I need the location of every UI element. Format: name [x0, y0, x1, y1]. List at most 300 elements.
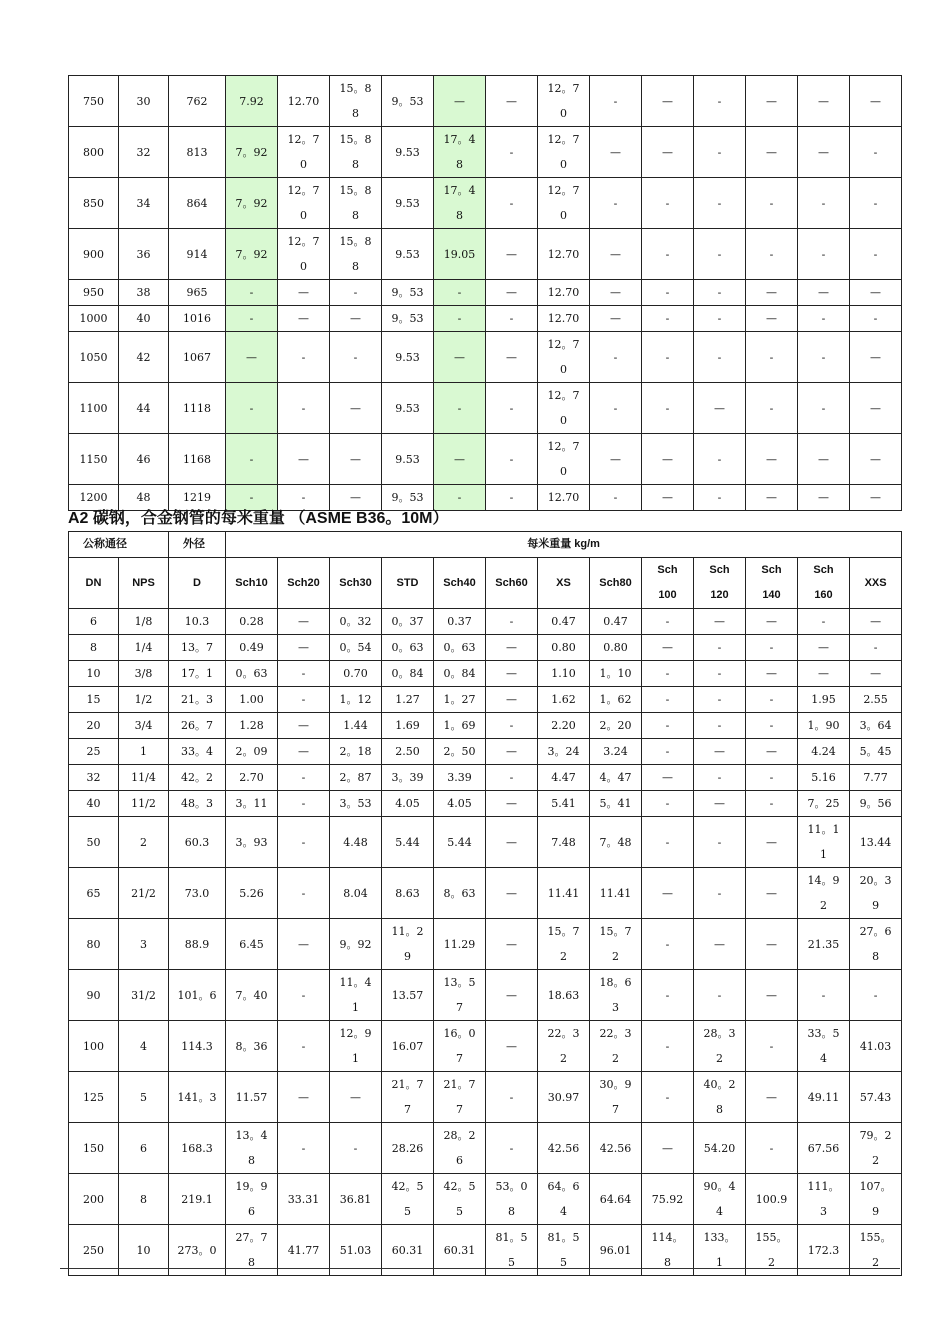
table-cell: —: [642, 635, 694, 661]
table-cell: 1200: [69, 485, 119, 511]
table-cell: -: [486, 434, 538, 485]
table-cell: 60.31: [434, 1225, 486, 1276]
weight-per-meter-header: 每米重量 kg/m: [226, 532, 902, 558]
table-cell: -: [746, 635, 798, 661]
table-cell: -: [798, 178, 850, 229]
table-cell: -: [850, 635, 902, 661]
table-cell: 75.92: [642, 1174, 694, 1225]
table-cell: -: [694, 127, 746, 178]
table-cell: -: [486, 713, 538, 739]
table-cell: 10: [69, 661, 119, 687]
table-cell: 79。2 2: [850, 1123, 902, 1174]
table-cell: —: [486, 817, 538, 868]
table-cell: —: [486, 635, 538, 661]
table-cell: -: [486, 178, 538, 229]
table-cell: 10.3: [169, 609, 226, 635]
table-cell: 1219: [169, 485, 226, 511]
table-cell: 7。92: [226, 178, 278, 229]
table-cell: -: [590, 485, 642, 511]
section-title: A2 碳钢，合金钢管的每米重量 （ASME B36。10M）: [68, 510, 449, 527]
table-cell: 20: [69, 713, 119, 739]
table-cell: 1。12: [330, 687, 382, 713]
table-cell: 3。93: [226, 817, 278, 868]
table-row: [69, 919, 902, 970]
table-cell: —: [746, 661, 798, 687]
table-cell: 850: [69, 178, 119, 229]
table-row: [69, 687, 902, 713]
table-row: [69, 713, 902, 739]
column-header: Sch40: [434, 558, 486, 609]
table-cell: —: [486, 661, 538, 687]
table-cell: 4。47: [590, 765, 642, 791]
table-cell: —: [330, 306, 382, 332]
table-cell: 7。48: [590, 817, 642, 868]
table-cell: -: [746, 713, 798, 739]
table-cell: -: [642, 280, 694, 306]
table-cell: -: [798, 970, 850, 1021]
table-cell: —: [850, 383, 902, 434]
table-cell: 25: [69, 739, 119, 765]
table-cell: —: [798, 661, 850, 687]
table-cell: -: [642, 687, 694, 713]
table-cell: —: [850, 434, 902, 485]
table-cell: 57.43: [850, 1072, 902, 1123]
table-cell: 12。7 0: [538, 178, 590, 229]
table-cell: 0。63: [382, 635, 434, 661]
table-cell: 15。8 8: [330, 76, 382, 127]
table-cell: —: [746, 919, 798, 970]
table-cell: 864: [169, 178, 226, 229]
table-cell: —: [642, 868, 694, 919]
table-cell: 48: [119, 485, 169, 511]
table-cell: -: [486, 1072, 538, 1123]
table-cell: -: [746, 1123, 798, 1174]
table-cell: 30: [119, 76, 169, 127]
outer-diameter-header: 外径: [169, 532, 226, 558]
table-cell: 168.3: [169, 1123, 226, 1174]
table-cell: -: [278, 817, 330, 868]
table-cell: -: [746, 791, 798, 817]
table-cell: 38: [119, 280, 169, 306]
table-cell: -: [590, 76, 642, 127]
table-cell: 11/4: [119, 765, 169, 791]
table-cell: 125: [69, 1072, 119, 1123]
table-cell: 7.77: [850, 765, 902, 791]
table-cell: 7。92: [226, 127, 278, 178]
table-cell: 40。2 8: [694, 1072, 746, 1123]
table-cell: -: [486, 609, 538, 635]
table-cell: —: [642, 765, 694, 791]
table-cell: -: [642, 332, 694, 383]
table-cell: —: [278, 609, 330, 635]
table-cell: 12。7 0: [538, 434, 590, 485]
table-cell: —: [798, 434, 850, 485]
table-cell: 4: [119, 1021, 169, 1072]
table-cell: -: [278, 1123, 330, 1174]
table-row: [69, 791, 902, 817]
table-cell: —: [486, 332, 538, 383]
table-cell: —: [850, 76, 902, 127]
table-cell: —: [486, 1021, 538, 1072]
table-cell: -: [226, 434, 278, 485]
table-cell: 4.48: [330, 817, 382, 868]
table-cell: —: [330, 485, 382, 511]
table-cell: 16。0 7: [434, 1021, 486, 1072]
table-cell: -: [642, 229, 694, 280]
table-cell: -: [694, 76, 746, 127]
table-cell: 12。7 0: [278, 229, 330, 280]
table-cell: -: [798, 383, 850, 434]
table-cell: -: [486, 1123, 538, 1174]
table-cell: 5: [119, 1072, 169, 1123]
table-row: [69, 76, 902, 127]
table-a1-body: [69, 76, 902, 511]
column-header: Sch60: [486, 558, 538, 609]
table-row: [69, 280, 902, 306]
table-cell: -: [694, 635, 746, 661]
table-cell: —: [590, 434, 642, 485]
table-cell: 15。8 8: [330, 127, 382, 178]
table-cell: 200: [69, 1174, 119, 1225]
table-cell: 11.57: [226, 1072, 278, 1123]
table-cell: 1。90: [798, 713, 850, 739]
table-cell: 1。69: [434, 713, 486, 739]
table-row: [69, 434, 902, 485]
table-cell: 9.53: [382, 332, 434, 383]
table-cell: 1.10: [538, 661, 590, 687]
table-cell: 11。4 1: [330, 970, 382, 1021]
table-cell: 0.80: [590, 635, 642, 661]
table-cell: 21。7 7: [382, 1072, 434, 1123]
table-cell: 4.05: [382, 791, 434, 817]
table-cell: —: [694, 383, 746, 434]
table-cell: -: [330, 280, 382, 306]
table-cell: 750: [69, 76, 119, 127]
table-cell: 15。8 8: [330, 229, 382, 280]
table-row: [69, 661, 902, 687]
table-cell: 27。7 8: [226, 1225, 278, 1276]
table-cell: 3。39: [382, 765, 434, 791]
table-cell: -: [590, 332, 642, 383]
table-cell: 3/4: [119, 713, 169, 739]
table-cell: 0。54: [330, 635, 382, 661]
table-cell: 81。5 5: [486, 1225, 538, 1276]
table-cell: —: [642, 127, 694, 178]
table-cell: 150: [69, 1123, 119, 1174]
table-cell: —: [434, 76, 486, 127]
table-cell: 13。7: [169, 635, 226, 661]
table-cell: -: [278, 687, 330, 713]
table-cell: 1/4: [119, 635, 169, 661]
table-cell: 0。84: [382, 661, 434, 687]
table-cell: —: [694, 609, 746, 635]
table-cell: 18.63: [538, 970, 590, 1021]
table-row: [69, 332, 902, 383]
table-cell: 1000: [69, 306, 119, 332]
table-cell: 8.63: [382, 868, 434, 919]
table-row: [69, 127, 902, 178]
table-cell: 965: [169, 280, 226, 306]
table-cell: 9.53: [382, 127, 434, 178]
table-cell: 1。62: [590, 687, 642, 713]
table-cell: —: [850, 280, 902, 306]
table-cell: 9.53: [382, 383, 434, 434]
table-cell: -: [642, 791, 694, 817]
table-cell: 2。09: [226, 739, 278, 765]
table-cell: 64。6 4: [538, 1174, 590, 1225]
table-cell: -: [642, 178, 694, 229]
table-cell: —: [278, 713, 330, 739]
table-cell: 9。92: [330, 919, 382, 970]
table-row: [69, 1072, 902, 1123]
table-cell: -: [330, 1123, 382, 1174]
table-cell: —: [746, 868, 798, 919]
table-cell: -: [642, 919, 694, 970]
table-a2-body: [69, 609, 902, 1276]
table-cell: 1168: [169, 434, 226, 485]
nominal-diameter-header: 公称通径: [69, 532, 169, 558]
table-cell: 33。4: [169, 739, 226, 765]
table-cell: 3。11: [226, 791, 278, 817]
table-cell: -: [694, 661, 746, 687]
table-cell: 21.35: [798, 919, 850, 970]
table-cell: —: [642, 1123, 694, 1174]
table-cell: -: [278, 661, 330, 687]
table-cell: -: [798, 332, 850, 383]
table-cell: 8。36: [226, 1021, 278, 1072]
table-cell: -: [330, 332, 382, 383]
table-cell: -: [642, 661, 694, 687]
table-cell: -: [642, 609, 694, 635]
table-cell: 155。 2: [746, 1225, 798, 1276]
table-cell: —: [746, 434, 798, 485]
table-cell: -: [850, 306, 902, 332]
table-cell: —: [278, 1072, 330, 1123]
table-cell: 6: [119, 1123, 169, 1174]
table-cell: 13.57: [382, 970, 434, 1021]
table-cell: 1。27: [434, 687, 486, 713]
table-cell: 1: [119, 739, 169, 765]
table-cell: 0.80: [538, 635, 590, 661]
table-cell: 3。53: [330, 791, 382, 817]
table-cell: -: [278, 765, 330, 791]
table-cell: -: [798, 229, 850, 280]
table-cell: 101。6: [169, 970, 226, 1021]
table-cell: -: [694, 178, 746, 229]
table-cell: 12。7 0: [538, 76, 590, 127]
table-cell: 60.3: [169, 817, 226, 868]
table-cell: 22。3 2: [590, 1021, 642, 1072]
table-cell: -: [642, 817, 694, 868]
table-cell: -: [746, 1021, 798, 1072]
table-cell: -: [694, 229, 746, 280]
table-cell: —: [850, 609, 902, 635]
table-cell: —: [486, 868, 538, 919]
table-cell: 28.26: [382, 1123, 434, 1174]
table-a1-continuation: [68, 75, 902, 511]
table-cell: 3.24: [590, 739, 642, 765]
table-cell: 11/2: [119, 791, 169, 817]
table-cell: 13.44: [850, 817, 902, 868]
table-cell: 44: [119, 383, 169, 434]
column-header: Sch80: [590, 558, 642, 609]
table-cell: —: [746, 127, 798, 178]
table-cell: 3/8: [119, 661, 169, 687]
header-row-columns: [69, 558, 902, 609]
table-cell: -: [746, 765, 798, 791]
table-row: [69, 1123, 902, 1174]
table-cell: -: [850, 178, 902, 229]
table-cell: 81。5 5: [538, 1225, 590, 1276]
table-cell: 1。10: [590, 661, 642, 687]
table-cell: -: [694, 765, 746, 791]
table-cell: -: [590, 383, 642, 434]
table-cell: 20。3 9: [850, 868, 902, 919]
table-cell: 1/8: [119, 609, 169, 635]
table-cell: -: [798, 609, 850, 635]
table-cell: 28。2 6: [434, 1123, 486, 1174]
table-cell: 800: [69, 127, 119, 178]
table-cell: 40: [69, 791, 119, 817]
table-cell: 5。41: [590, 791, 642, 817]
table-cell: 114。 8: [642, 1225, 694, 1276]
table-cell: 21/2: [119, 868, 169, 919]
table-cell: 14。9 2: [798, 868, 850, 919]
table-cell: 11.29: [434, 919, 486, 970]
table-cell: 64.64: [590, 1174, 642, 1225]
table-cell: 36.81: [330, 1174, 382, 1225]
table-cell: 32: [119, 127, 169, 178]
table-cell: 0.47: [538, 609, 590, 635]
column-header: XXS: [850, 558, 902, 609]
table-cell: -: [278, 791, 330, 817]
table-cell: -: [694, 687, 746, 713]
table-cell: -: [278, 332, 330, 383]
table-cell: 111。 3: [798, 1174, 850, 1225]
table-cell: —: [746, 306, 798, 332]
table-cell: 0。84: [434, 661, 486, 687]
table-cell: 42: [119, 332, 169, 383]
table-cell: -: [486, 306, 538, 332]
table-cell: 5.41: [538, 791, 590, 817]
table-cell: 46: [119, 434, 169, 485]
table-cell: —: [590, 127, 642, 178]
table-cell: 90: [69, 970, 119, 1021]
table-cell: —: [278, 434, 330, 485]
table-cell: -: [278, 970, 330, 1021]
table-cell: 19。9 6: [226, 1174, 278, 1225]
table-cell: 7。40: [226, 970, 278, 1021]
table-cell: —: [746, 739, 798, 765]
table-cell: —: [278, 635, 330, 661]
table-cell: 107。 9: [850, 1174, 902, 1225]
table-cell: —: [590, 229, 642, 280]
table-cell: 9.53: [382, 434, 434, 485]
table-cell: -: [694, 434, 746, 485]
table-cell: —: [330, 1072, 382, 1123]
table-cell: 7.48: [538, 817, 590, 868]
table-cell: 41.77: [278, 1225, 330, 1276]
table-cell: —: [694, 919, 746, 970]
table-cell: 9。56: [850, 791, 902, 817]
table-cell: 5.16: [798, 765, 850, 791]
table-cell: 0。32: [330, 609, 382, 635]
table-cell: -: [278, 485, 330, 511]
table-cell: 34: [119, 178, 169, 229]
table-row: [69, 1174, 902, 1225]
table-cell: -: [694, 970, 746, 1021]
table-cell: —: [850, 661, 902, 687]
table-cell: -: [226, 280, 278, 306]
table-cell: —: [486, 229, 538, 280]
table-cell: 26。7: [169, 713, 226, 739]
table-cell: 42.56: [538, 1123, 590, 1174]
column-header: Sch10: [226, 558, 278, 609]
table-cell: -: [694, 485, 746, 511]
table-cell: 15。7 2: [538, 919, 590, 970]
table-cell: 950: [69, 280, 119, 306]
table-cell: —: [278, 919, 330, 970]
table-cell: 2。20: [590, 713, 642, 739]
table-cell: —: [226, 332, 278, 383]
table-cell: —: [746, 76, 798, 127]
table-cell: 0.28: [226, 609, 278, 635]
table-cell: 141。3: [169, 1072, 226, 1123]
table-cell: 0。63: [226, 661, 278, 687]
table-cell: —: [746, 485, 798, 511]
table-cell: 1067: [169, 332, 226, 383]
table-cell: —: [798, 280, 850, 306]
table-cell: —: [798, 485, 850, 511]
table-cell: 1150: [69, 434, 119, 485]
table-cell: 80: [69, 919, 119, 970]
table-cell: 2。50: [434, 739, 486, 765]
column-header: STD: [382, 558, 434, 609]
table-cell: 100.9: [746, 1174, 798, 1225]
table-cell: —: [850, 332, 902, 383]
table-cell: -: [746, 383, 798, 434]
table-cell: -: [694, 306, 746, 332]
table-cell: 1.69: [382, 713, 434, 739]
table-cell: 9.53: [382, 178, 434, 229]
table-cell: 1016: [169, 306, 226, 332]
table-cell: -: [694, 868, 746, 919]
table-cell: 1.00: [226, 687, 278, 713]
column-header: D: [169, 558, 226, 609]
table-cell: —: [486, 280, 538, 306]
table-cell: 15: [69, 687, 119, 713]
table-cell: 155。 2: [850, 1225, 902, 1276]
table-cell: —: [486, 739, 538, 765]
table-cell: —: [486, 970, 538, 1021]
table-cell: 0。37: [382, 609, 434, 635]
table-cell: -: [642, 1021, 694, 1072]
table-cell: —: [746, 609, 798, 635]
table-cell: 0.49: [226, 635, 278, 661]
table-cell: 12.70: [538, 485, 590, 511]
table-cell: 1118: [169, 383, 226, 434]
table-cell: -: [642, 713, 694, 739]
table-cell: 17。1: [169, 661, 226, 687]
table-cell: 67.56: [798, 1123, 850, 1174]
table-cell: 42。5 5: [434, 1174, 486, 1225]
table-cell: —: [798, 635, 850, 661]
table-cell: -: [694, 280, 746, 306]
column-header: Sch 100: [642, 558, 694, 609]
table-cell: 3。24: [538, 739, 590, 765]
table-cell: —: [486, 76, 538, 127]
table-cell: —: [330, 383, 382, 434]
